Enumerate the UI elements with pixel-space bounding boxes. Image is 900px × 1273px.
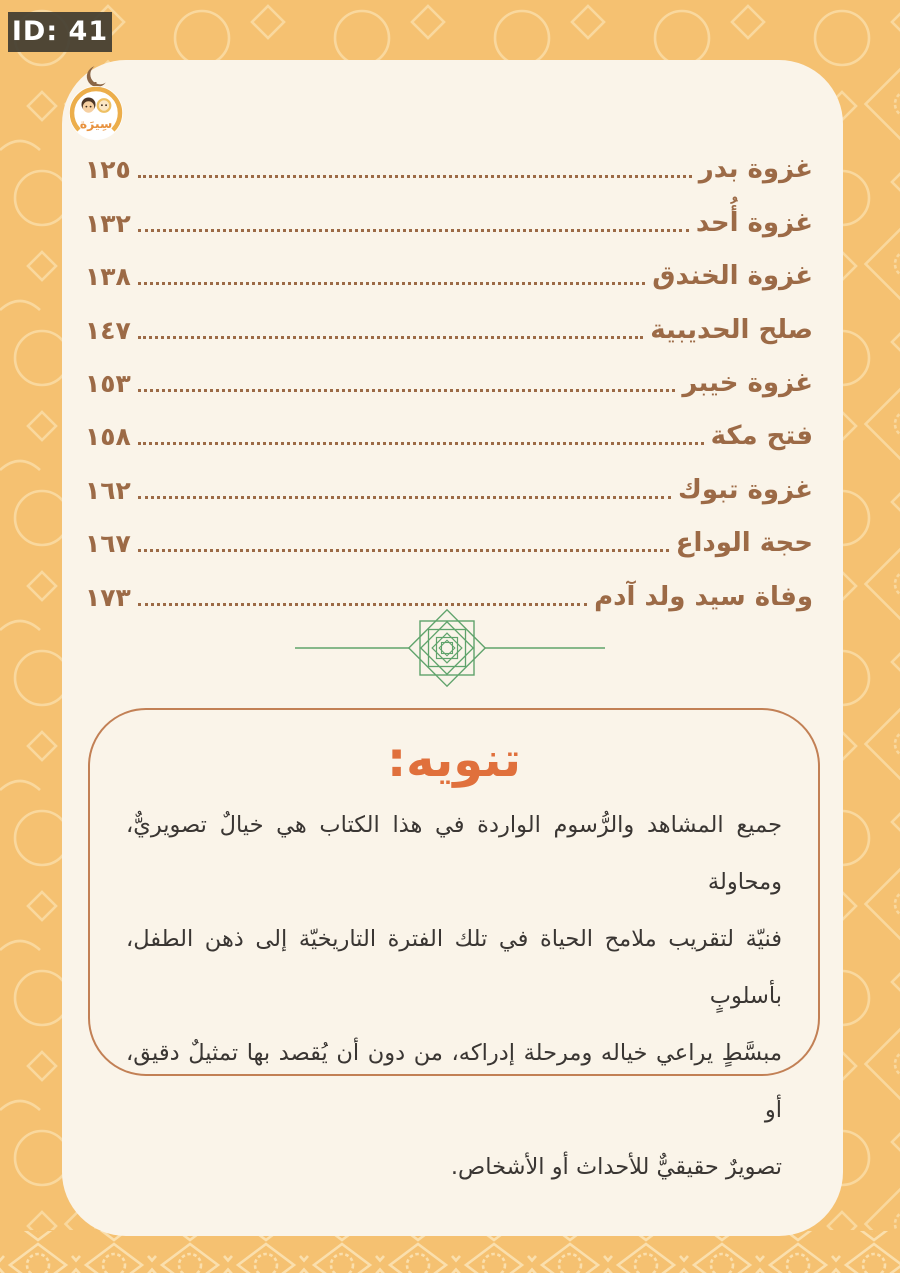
seerah-logo: [59, 56, 137, 156]
notice-paragraph: [90, 793, 818, 1196]
toc-entry: [85, 298, 813, 351]
toc-entry-title: غزوة الخندق: [652, 261, 813, 292]
toc-entry-page: ١٦٧: [85, 529, 131, 559]
logo-wordmark: سِيرَة: [79, 116, 113, 131]
table-of-contents: [85, 138, 813, 619]
toc-entry: [85, 245, 813, 298]
toc-entry: [85, 191, 813, 244]
toc-entry-page: ١٦٢: [85, 475, 131, 505]
dotted-leader: [138, 495, 671, 499]
dotted-leader: [138, 174, 692, 178]
rosette-divider-icon: [291, 598, 609, 698]
toc-entry: [85, 512, 813, 565]
dotted-leader: [138, 335, 644, 339]
toc-entry-page: ١٥٨: [85, 422, 131, 452]
toc-entry-page: ١٢٥: [85, 155, 131, 185]
toc-entry-title: غزوة تبوك: [677, 474, 813, 505]
dotted-leader: [138, 281, 645, 285]
dotted-leader: [138, 548, 669, 552]
toc-entry-page: ١٤٧: [85, 315, 131, 345]
notice-line: تصويرٌ حقيقيٌّ للأحداث أو الأشخاص.: [450, 1153, 782, 1180]
toc-entry-title: حجة الوداع: [675, 528, 813, 559]
toc-entry-page: ١٥٣: [85, 368, 131, 398]
toc-entry: [85, 458, 813, 511]
toc-entry-title: غزوة بدر: [698, 154, 813, 185]
notice-line: مبسَّطٍ يراعي خياله ومرحلة إدراكه، من دون أن يُقصد بها تمثيلٌ دقيق، أو: [126, 1039, 782, 1123]
notice-heading: تنويه:: [386, 732, 522, 788]
notice-line: جميع المشاهد والرُّسوم الواردة في هذا الكتاب هي خيالٌ تصويريٌّ، ومحاولة: [126, 811, 782, 895]
toc-entry-title: غزوة أُحد: [695, 207, 813, 238]
toc-entry-page: ١٧٣: [85, 582, 131, 612]
toc-entry-title: غزوة خيبر: [682, 367, 813, 398]
dotted-leader: [138, 441, 704, 445]
dotted-leader: [138, 228, 689, 232]
toc-entry-page: ١٣٢: [85, 208, 131, 238]
crescent-icon: [85, 65, 107, 90]
toc-entry: [85, 138, 813, 191]
notice-box: [88, 708, 820, 1180]
toc-entry-title: وفاة سيد ولد آدم: [594, 581, 813, 612]
girl-face-icon: [98, 99, 111, 112]
toc-entry: [85, 352, 813, 405]
notice-line: فنيّة لتقريب ملامح الحياة في تلك الفترة التاريخيّة إلى ذهن الطفل، بأسلوبٍ: [126, 925, 782, 1009]
dotted-leader: [138, 388, 676, 392]
screenshot-id-badge: ID: 41: [8, 12, 112, 52]
toc-entry: [85, 405, 813, 458]
toc-entry-title: فتح مكة: [710, 421, 813, 452]
toc-entry-title: صلح الحديبية: [650, 314, 813, 345]
toc-entry-page: ١٣٨: [85, 262, 131, 292]
